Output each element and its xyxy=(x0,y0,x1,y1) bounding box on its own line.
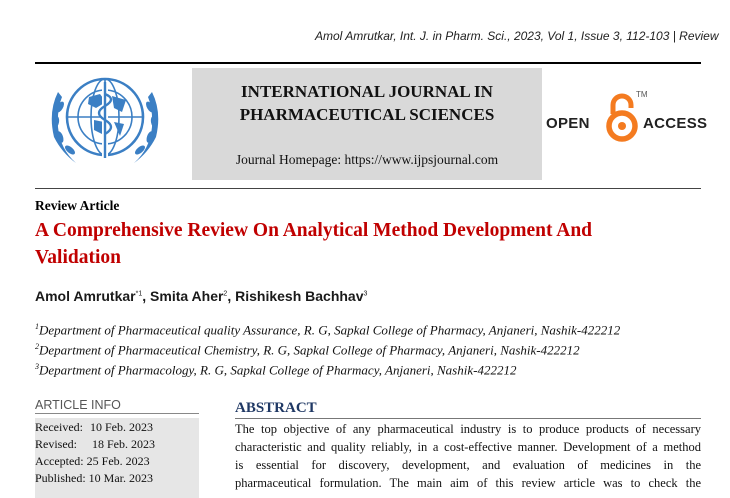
affiliation: $^3$Department of Pharmacology, R. G, Sapkal College of Pharmacy, Anjaneri, Nashik-422212 xyxy=(35,362,517,378)
journal-logo xyxy=(34,72,176,176)
abstract-line: pharmaceutical formulation. The main aim of this review article was to check the xyxy=(235,476,701,490)
open-access-tm: TM xyxy=(636,90,648,99)
author-list: Amol Amrutkar$^{*1}$, Smita Aher$^2$, Rishikesh Bachhav$^3$ xyxy=(35,288,368,304)
article-info-box xyxy=(35,418,199,498)
header-citation: Amol Amrutkar, Int. J. in Pharm. Sci., 2023, Vol 1, Issue 3, 112-103 | Review xyxy=(315,29,719,43)
abstract-heading: ABSTRACT xyxy=(235,400,701,419)
article-info-accepted: Accepted: 25 Feb. 2023 xyxy=(35,454,150,468)
open-access-lock-icon xyxy=(604,92,640,142)
affiliation: $^2$Department of Pharmaceutical Chemistry, R. G, Sapkal College of Pharmacy, Anjaneri, Nashik-422212 xyxy=(35,342,580,358)
abstract-line: is essential for discovery, development, and evaluation of medicines in the xyxy=(235,458,701,472)
article-type: Review Article xyxy=(35,198,120,213)
open-access-word-open: OPEN xyxy=(546,115,590,132)
article-info-published: Published: 10 Mar. 2023 xyxy=(35,471,154,485)
journal-homepage[interactable]: Journal Homepage: https://www.ijpsjournal.com xyxy=(235,152,499,167)
open-access-badge xyxy=(546,88,711,144)
author-name[interactable]: Smita Aher xyxy=(150,288,224,304)
abstract-line: The top objective of any pharmaceutical industry is to produce products of necessary xyxy=(235,422,701,436)
article-info-heading: ARTICLE INFO xyxy=(35,398,199,414)
affiliation: $^1$Department of Pharmaceutical quality Assurance, R. G, Sapkal College of Pharmacy, Anjaneri, Nashik-422212 xyxy=(35,322,621,338)
section-rule xyxy=(35,188,701,189)
journal-title: INTERNATIONAL JOURNAL IN PHARMACEUTICAL SCIENCES xyxy=(239,82,495,124)
author-name[interactable]: Rishikesh Bachhav xyxy=(235,288,364,304)
article-info-revised: Revised: 18 Feb. 2023 xyxy=(35,437,155,451)
article-info-received: Received: 10 Feb. 2023 xyxy=(35,420,153,434)
journal-banner xyxy=(192,68,542,180)
header-rule xyxy=(35,62,701,64)
article-title: A Comprehensive Review On Analytical Method Development And Validation xyxy=(35,220,593,268)
abstract-line: characteristic and quality reliably, in a cost-effective manner. Development of a method xyxy=(235,440,701,454)
author-name[interactable]: Amol Amrutkar xyxy=(35,288,136,304)
open-access-word-access: ACCESS xyxy=(643,115,708,132)
